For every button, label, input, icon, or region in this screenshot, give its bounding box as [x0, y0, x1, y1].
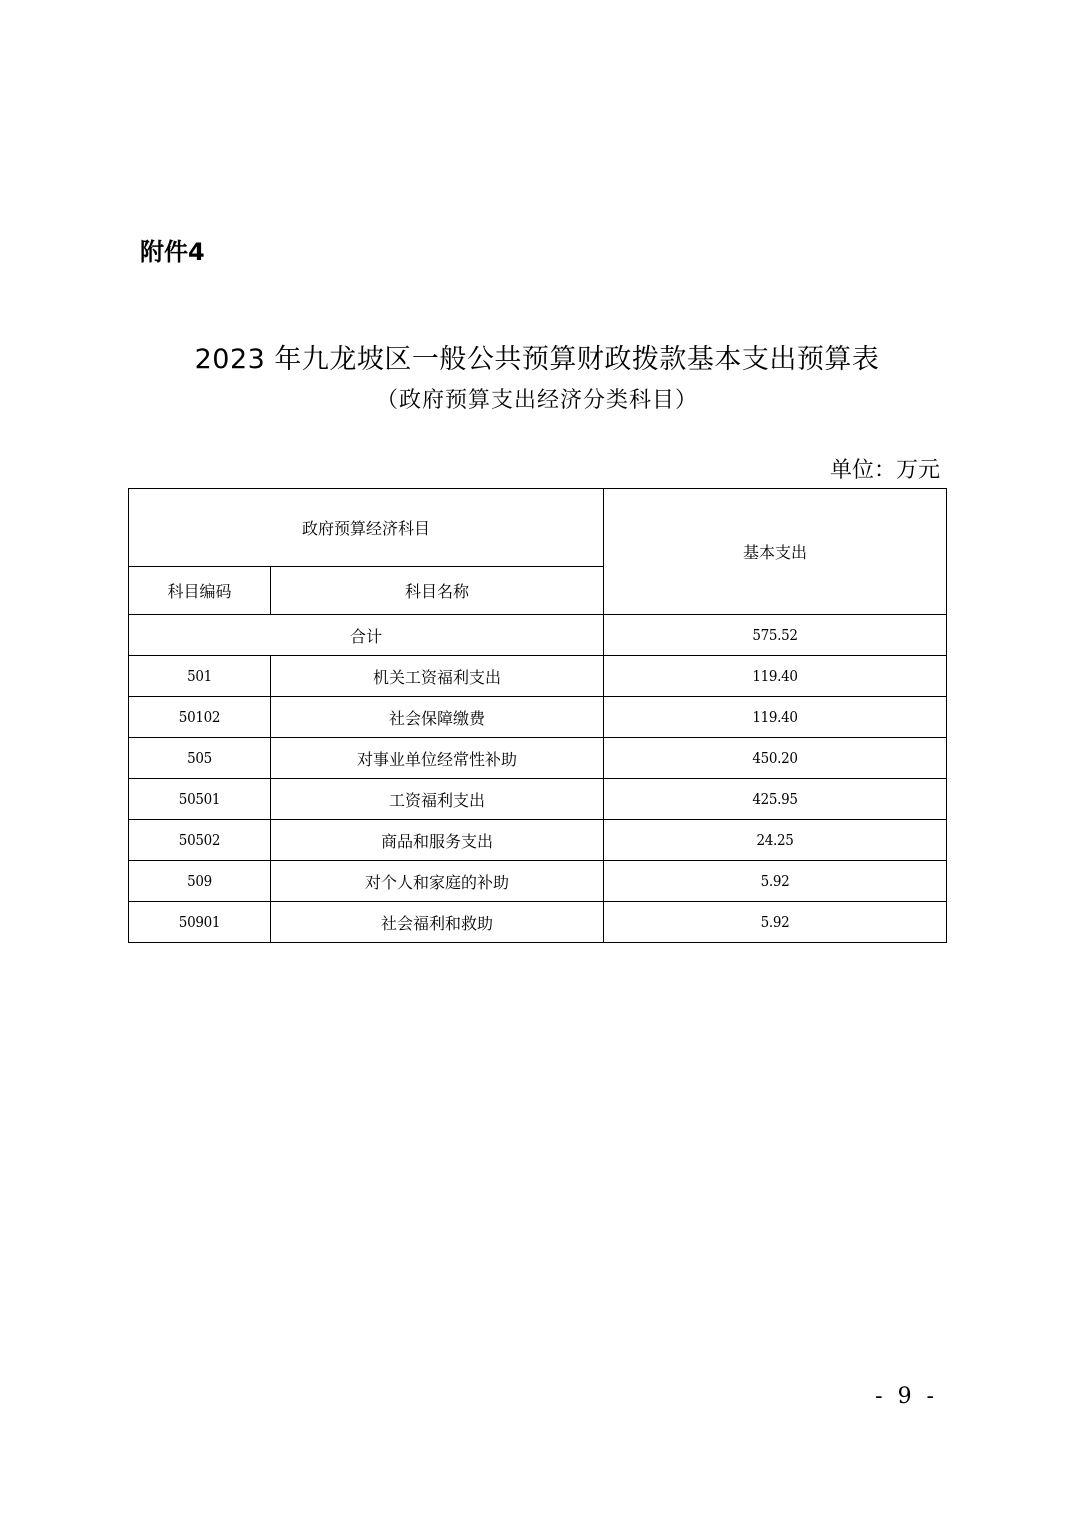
total-label-cell: 合计	[129, 615, 604, 656]
document-title: 2023 年九龙坡区一般公共预算财政拨款基本支出预算表	[194, 344, 880, 375]
table-row	[129, 656, 947, 697]
table-row	[129, 902, 947, 943]
row-name-cell: 机关工资福利支出	[271, 656, 604, 697]
attachment-label: 附件4	[140, 238, 205, 266]
row-name-cell: 对事业单位经常性补助	[271, 738, 604, 779]
table-row	[129, 738, 947, 779]
row-amount-cell: 450.20	[604, 738, 947, 779]
row-code-cell: 50102	[129, 697, 271, 738]
row-amount-cell: 119.40	[604, 656, 947, 697]
table-row	[129, 779, 947, 820]
table-row	[129, 697, 947, 738]
header-name-cell: 科目名称	[271, 567, 604, 615]
row-code-cell: 505	[129, 738, 271, 779]
row-amount-cell: 5.92	[604, 861, 947, 902]
total-amount-cell: 575.52	[604, 615, 947, 656]
row-amount-cell: 24.25	[604, 820, 947, 861]
row-code-cell: 501	[129, 656, 271, 697]
table-header-row	[129, 489, 947, 567]
row-code-cell: 50901	[129, 902, 271, 943]
budget-table	[128, 488, 947, 943]
row-amount-cell: 119.40	[604, 697, 947, 738]
table-row	[129, 861, 947, 902]
row-name-cell: 商品和服务支出	[271, 820, 604, 861]
unit-label: 单位：万元	[829, 458, 940, 483]
row-code-cell: 509	[129, 861, 271, 902]
row-name-cell: 工资福利支出	[271, 779, 604, 820]
row-name-cell: 社会福利和救助	[271, 902, 604, 943]
document-subtitle: （政府预算支出经济分类科目）	[375, 388, 698, 413]
row-name-cell: 社会保障缴费	[271, 697, 604, 738]
row-amount-cell: 425.95	[604, 779, 947, 820]
row-code-cell: 50501	[129, 779, 271, 820]
row-code-cell: 50502	[129, 820, 271, 861]
row-amount-cell: 5.92	[604, 902, 947, 943]
header-code-cell: 科目编码	[129, 567, 271, 615]
header-amount-cell: 基本支出	[604, 489, 947, 615]
page-number: - 9 -	[875, 1384, 938, 1409]
total-row	[129, 615, 947, 656]
header-group-cell: 政府预算经济科目	[129, 489, 604, 567]
table-row	[129, 820, 947, 861]
row-name-cell: 对个人和家庭的补助	[271, 861, 604, 902]
